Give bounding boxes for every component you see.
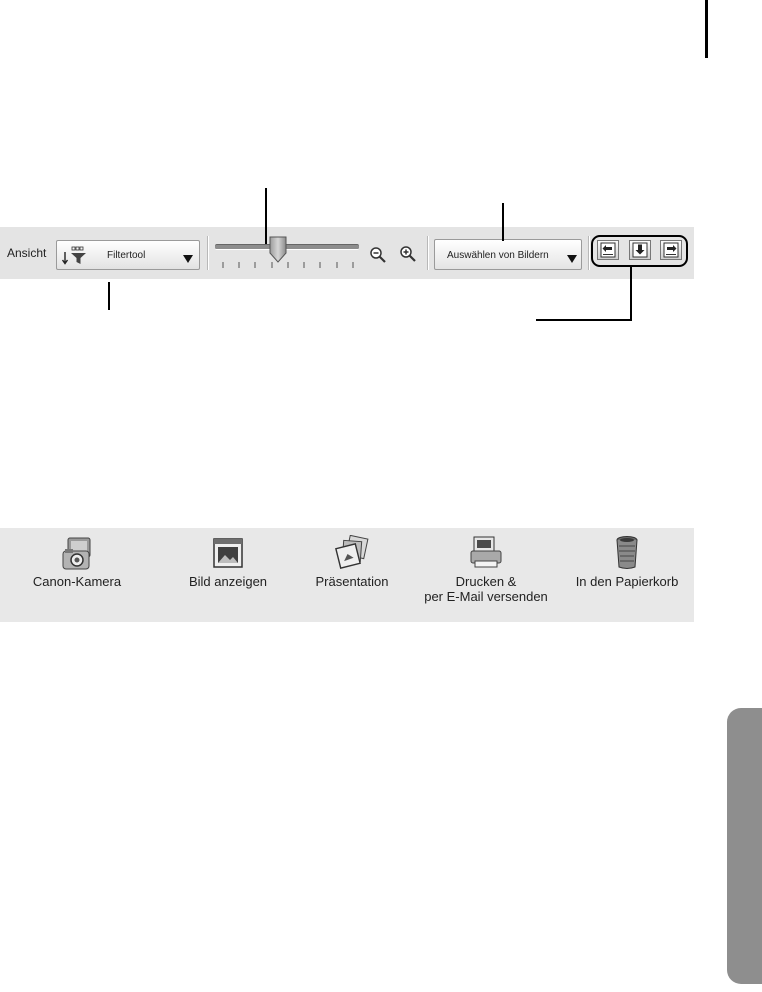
callout-line-select: [502, 203, 504, 241]
zoom-slider-thumb[interactable]: [268, 236, 288, 263]
page-marker: [705, 0, 708, 58]
view-mode-dropdown[interactable]: [56, 240, 200, 270]
rotate-left-button[interactable]: [597, 240, 619, 260]
select-by-images-dropdown[interactable]: [434, 239, 582, 270]
view-label: Ansicht: [7, 246, 47, 260]
task-label-line2: per E-Mail versenden: [424, 589, 548, 604]
task-label: Canon-Kamera: [32, 574, 122, 589]
task-label: Drucken &: [455, 574, 517, 589]
chevron-down-icon: [567, 255, 577, 263]
chapter-side-tab: [727, 708, 762, 984]
chevron-down-icon: [183, 255, 193, 263]
rotate-left-icon: [600, 242, 616, 258]
task-trash[interactable]: [560, 535, 694, 589]
toolbar-divider: [427, 236, 429, 270]
view-select-value: Filtertool: [107, 250, 146, 261]
rotate-right-button[interactable]: [660, 240, 682, 260]
task-canon-camera[interactable]: [18, 535, 136, 589]
task-label: Präsentation: [315, 574, 389, 589]
zoom-slider-ticks: [222, 260, 354, 269]
toolbar-divider: [588, 236, 590, 270]
slideshow-icon: [332, 535, 372, 571]
view-image-icon: [211, 535, 245, 571]
toolbar-divider: [207, 236, 209, 270]
callout-line-rotate-h: [536, 319, 632, 321]
callout-line-rotate: [630, 267, 632, 320]
zoom-in-icon[interactable]: [399, 245, 417, 268]
task-slideshow[interactable]: [292, 535, 412, 589]
rotate-right-icon: [663, 242, 679, 258]
canon-camera-icon: [60, 535, 94, 571]
filter-icon: [62, 246, 90, 271]
task-print-email[interactable]: [410, 535, 562, 604]
rotate-down-icon: [632, 242, 648, 258]
select-by-value: Auswählen von Bildern: [447, 250, 549, 261]
task-label: Bild anzeigen: [188, 574, 268, 589]
callout-line-slider: [265, 188, 267, 244]
callout-line-view: [108, 282, 110, 310]
rotate-down-button[interactable]: [629, 240, 651, 260]
task-view-image[interactable]: [168, 535, 288, 589]
task-label: In den Papierkorb: [575, 574, 679, 589]
zoom-out-icon[interactable]: [369, 246, 387, 269]
trash-icon: [612, 535, 642, 571]
print-email-icon: [468, 535, 504, 571]
